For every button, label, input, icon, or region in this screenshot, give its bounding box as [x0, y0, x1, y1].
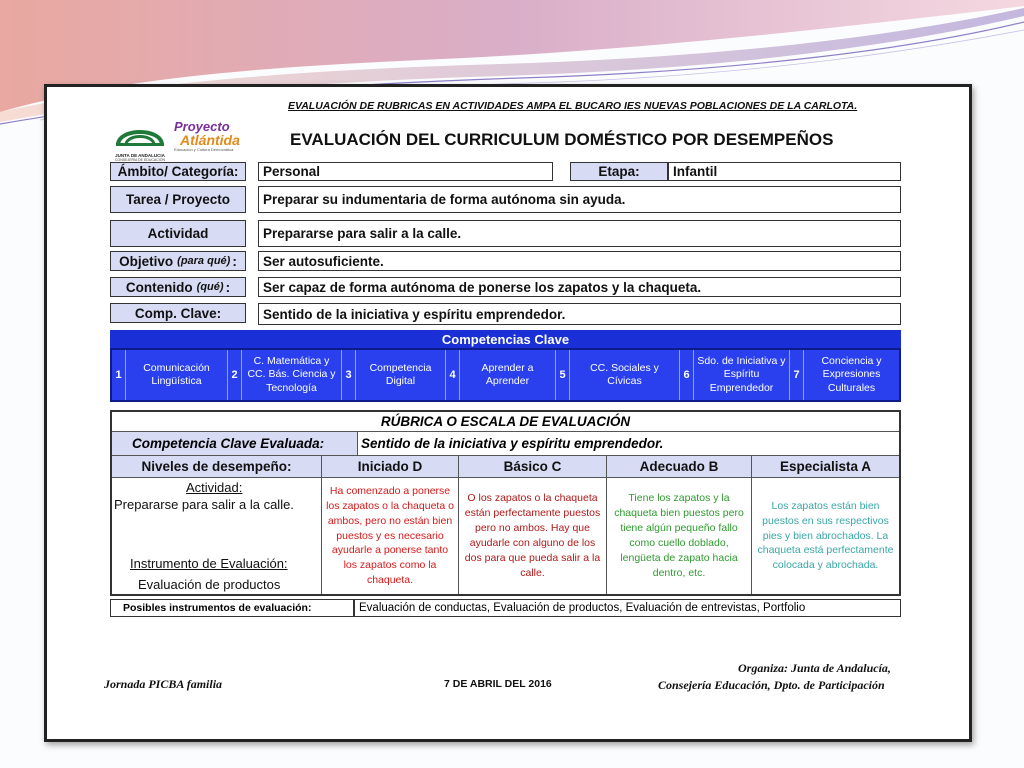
competencia-4-number: 4 — [446, 350, 460, 400]
junta-andalucia-logo — [110, 118, 170, 160]
rubrica-table — [110, 410, 901, 596]
rubrica-actividad-label: Actividad: — [186, 480, 243, 495]
nivel-iniciado-header: Iniciado D — [322, 456, 459, 478]
footer-date: 7 DE ABRIL DEL 2016 — [444, 678, 552, 690]
nivel-adecuado-header: Adecuado B — [607, 456, 752, 478]
objetivo-colon: : — [232, 253, 237, 269]
etapa-value: Infantil — [668, 162, 901, 181]
contenido-label-hint: (qué) — [196, 281, 224, 293]
competencia-2-label: C. Matemática y CC. Bás. Ciencia y Tecnología — [242, 350, 342, 400]
objetivo-value: Ser autosuficiente. — [258, 251, 901, 271]
niveles-label: Niveles de desempeño: — [112, 456, 322, 478]
ambito-label: Ámbito/ Categoría: — [110, 162, 246, 181]
competencia-6-label: Sdo. de Iniciativa y Espíritu Emprendedor — [694, 350, 790, 400]
page-title: EVALUACIÓN DEL CURRICULUM DOMÉSTICO POR DESEMPEÑOS — [290, 130, 834, 149]
comp-clave-value: Sentido de la iniciativa y espíritu emprendedor. — [258, 303, 901, 325]
competencia-6-number: 6 — [680, 350, 694, 400]
actividad-instrumento-cell — [112, 478, 322, 594]
tarea-value: Preparar su indumentaria de forma autónoma sin ayuda. — [258, 186, 901, 213]
competencia-5-number: 5 — [556, 350, 570, 400]
competencia-evaluada-value: Sentido de la iniciativa y espíritu emprendedor. — [358, 432, 899, 456]
competencia-2-number: 2 — [228, 350, 242, 400]
actividad-value: Prepararse para salir a la calle. — [258, 220, 901, 247]
objetivo-label — [110, 251, 246, 271]
desc-adecuado: Tiene los zapatos y la chaqueta bien puestos pero tiene algún pequeño fallo como cuello doblado, lengüeta de zapato hacia dentro, etc. — [607, 478, 752, 594]
objetivo-label-text: Objetivo — [119, 253, 174, 269]
competencia-3-number: 3 — [342, 350, 356, 400]
contenido-label-text: Contenido — [125, 279, 193, 295]
logo-tagline: Educación y Cultura Democrática — [174, 147, 234, 152]
competencia-7-number: 7 — [790, 350, 804, 400]
desc-basico: O los zapatos o la chaqueta están perfectamente puestos pero no ambos. Hay que ayudarle con alguno de los dos para que pueda salir a la calle. — [459, 478, 607, 594]
contenido-colon: : — [225, 279, 231, 295]
competencia-4-label: Aprender a Aprender — [460, 350, 556, 400]
posibles-instrumentos-value: Evaluación de conductas, Evaluación de productos, Evaluación de entrevistas, Portfolio — [354, 599, 901, 617]
nivel-basico-header: Básico C — [459, 456, 607, 478]
desc-especialista: Los zapatos están bien puestos en sus respectivos pies y bien abrochados. La chaqueta está perfectamente colocada y abrochada. — [757, 499, 894, 572]
nivel-especialista-header: Especialista A — [752, 456, 899, 478]
footer-jornada: Jornada PICBA familia — [104, 677, 223, 691]
sheet-subtitle: EVALUACIÓN DE RUBRICAS EN ACTIVIDADES AMPA EL BUCARO IES NUEVAS POBLACIONES DE LA CARLOTA. — [288, 100, 858, 112]
competencias-row — [110, 348, 901, 402]
logo-proyecto-text: Proyecto — [174, 119, 230, 134]
tarea-label: Tarea / Proyecto — [110, 186, 246, 213]
contenido-value: Ser capaz de forma autónoma de ponerse los zapatos y la chaqueta. — [258, 277, 901, 297]
comp-clave-label: Comp. Clave: — [110, 303, 246, 323]
competencia-7-label: Conciencia y Expresiones Culturales — [821, 355, 882, 394]
rubrica-title: RÚBRICA O ESCALA DE EVALUACIÓN — [112, 412, 899, 432]
competencia-5-label: CC. Sociales y Cívicas — [570, 350, 680, 400]
rubrica-instrumento-value: Evaluación de productos — [138, 577, 281, 592]
junta-logo-line1: JUNTA DE ANDALUCIA — [115, 153, 165, 158]
footer-organiza: Organiza: Junta de Andalucía, — [738, 661, 891, 675]
junta-logo-line2: CONSEJERÍA DE EDUCACIÓN — [115, 158, 165, 162]
competencia-3-label: Competencia Digital — [356, 350, 446, 400]
objetivo-label-hint: (para qué) — [177, 255, 231, 267]
etapa-label: Etapa: — [570, 162, 668, 181]
competencia-1-label: Comunicación Lingüística — [126, 350, 228, 400]
actividad-label: Actividad — [110, 220, 246, 247]
competencia-evaluada-label: Competencia Clave Evaluada: — [112, 432, 358, 456]
posibles-instrumentos-label: Posibles instrumentos de evaluación: — [110, 599, 354, 617]
logo-atlantida-text: Atlántida — [180, 132, 240, 148]
rubrica-instrumento-label: Instrumento de Evaluación: — [130, 556, 288, 571]
contenido-label — [110, 277, 246, 297]
proyecto-atlantida-logo — [174, 120, 246, 160]
ambito-value: Personal — [258, 162, 553, 181]
junta-emblem-icon — [110, 118, 170, 148]
competencias-title: Competencias Clave — [110, 330, 901, 348]
footer-consejeria: Consejería Educación, Dpto. de Participación — [658, 678, 885, 692]
competencia-1-number: 1 — [112, 350, 126, 400]
desc-iniciado: Ha comenzado a ponerse los zapatos o la chaqueta o ambos, pero no están bien puestos y es necesario ayudarle a ponerse tanto los zapatos como la chaqueta. — [322, 478, 459, 594]
rubrica-actividad-value: Prepararse para salir a la calle. — [114, 497, 294, 512]
